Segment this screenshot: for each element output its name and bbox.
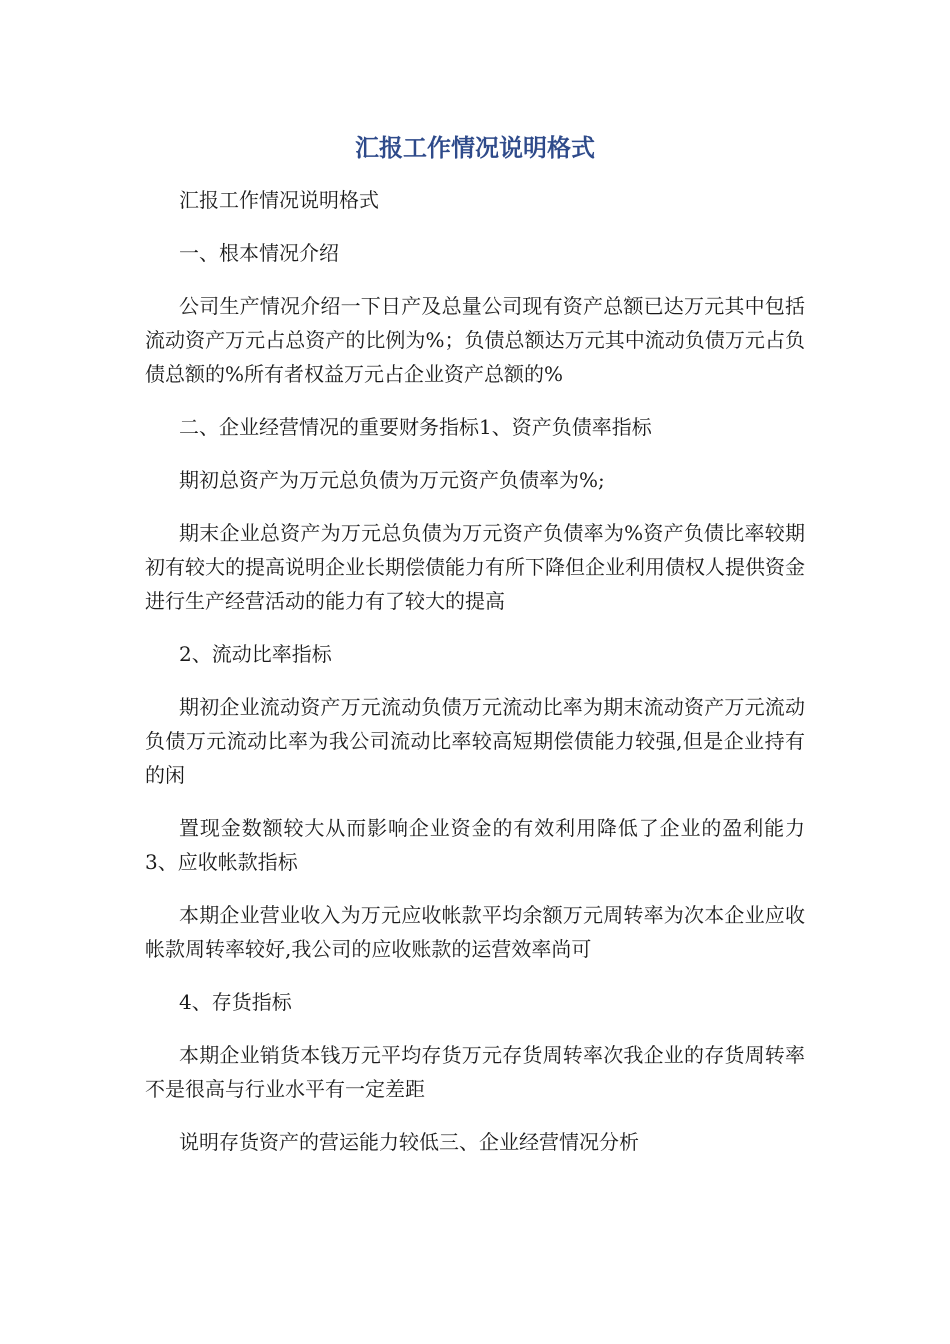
paragraph-subtitle: 汇报工作情况说明格式: [179, 188, 379, 212]
document-body: [145, 183, 805, 1178]
paragraph-inventory-heading: 4、存货指标: [179, 990, 292, 1014]
paragraph-closing-debt-ratio: 期末企业总资产为万元总负债为万元资产负债率为%资产负债比率较期初有较大的提高说明企业长期偿债能力有所下降但企业利用债权人提供资金进行生产经营活动的能力有了较大的提高: [145, 521, 805, 613]
paragraph-inventory-conclusion: 说明存货资产的营运能力较低三、企业经营情况分析: [179, 1130, 639, 1154]
paragraph-opening-debt-ratio: 期初总资产为万元总负债为万元资产负债率为%;: [179, 468, 605, 492]
paragraph-section-1-heading: 一、根本情况介绍: [179, 241, 339, 265]
paragraph-current-ratio: 期初企业流动资产万元流动负债万元流动比率为期末流动资产万元流动负债万元流动比率为我公司流动比率较高短期偿债能力较强,但是企业持有的闲: [145, 695, 805, 787]
paragraph-inventory-turnover: 本期企业销货本钱万元平均存货万元存货周转率次我企业的存货周转率不是很高与行业水平有一定差距: [145, 1043, 805, 1101]
document-title: 汇报工作情况说明格式: [355, 134, 595, 162]
paragraph-idle-cash: 置现金数额较大从而影响企业资金的有效利用降低了企业的盈利能力3、应收帐款指标: [145, 816, 805, 874]
paragraph-current-ratio-heading: 2、流动比率指标: [179, 642, 332, 666]
paragraph-section-2-heading: 二、企业经营情况的重要财务指标1、资产负债率指标: [179, 415, 652, 439]
paragraph-receivables: 本期企业营业收入为万元应收帐款平均余额万元周转率为次本企业应收帐款周转率较好,我公司的应收账款的运营效率尚可: [145, 903, 805, 961]
paragraph-company-overview: 公司生产情况介绍一下日产及总量公司现有资产总额已达万元其中包括流动资产万元占总资产的比例为%；负债总额达万元其中流动负债万元占负债总额的%所有者权益万元占企业资产总额的%: [145, 294, 805, 386]
